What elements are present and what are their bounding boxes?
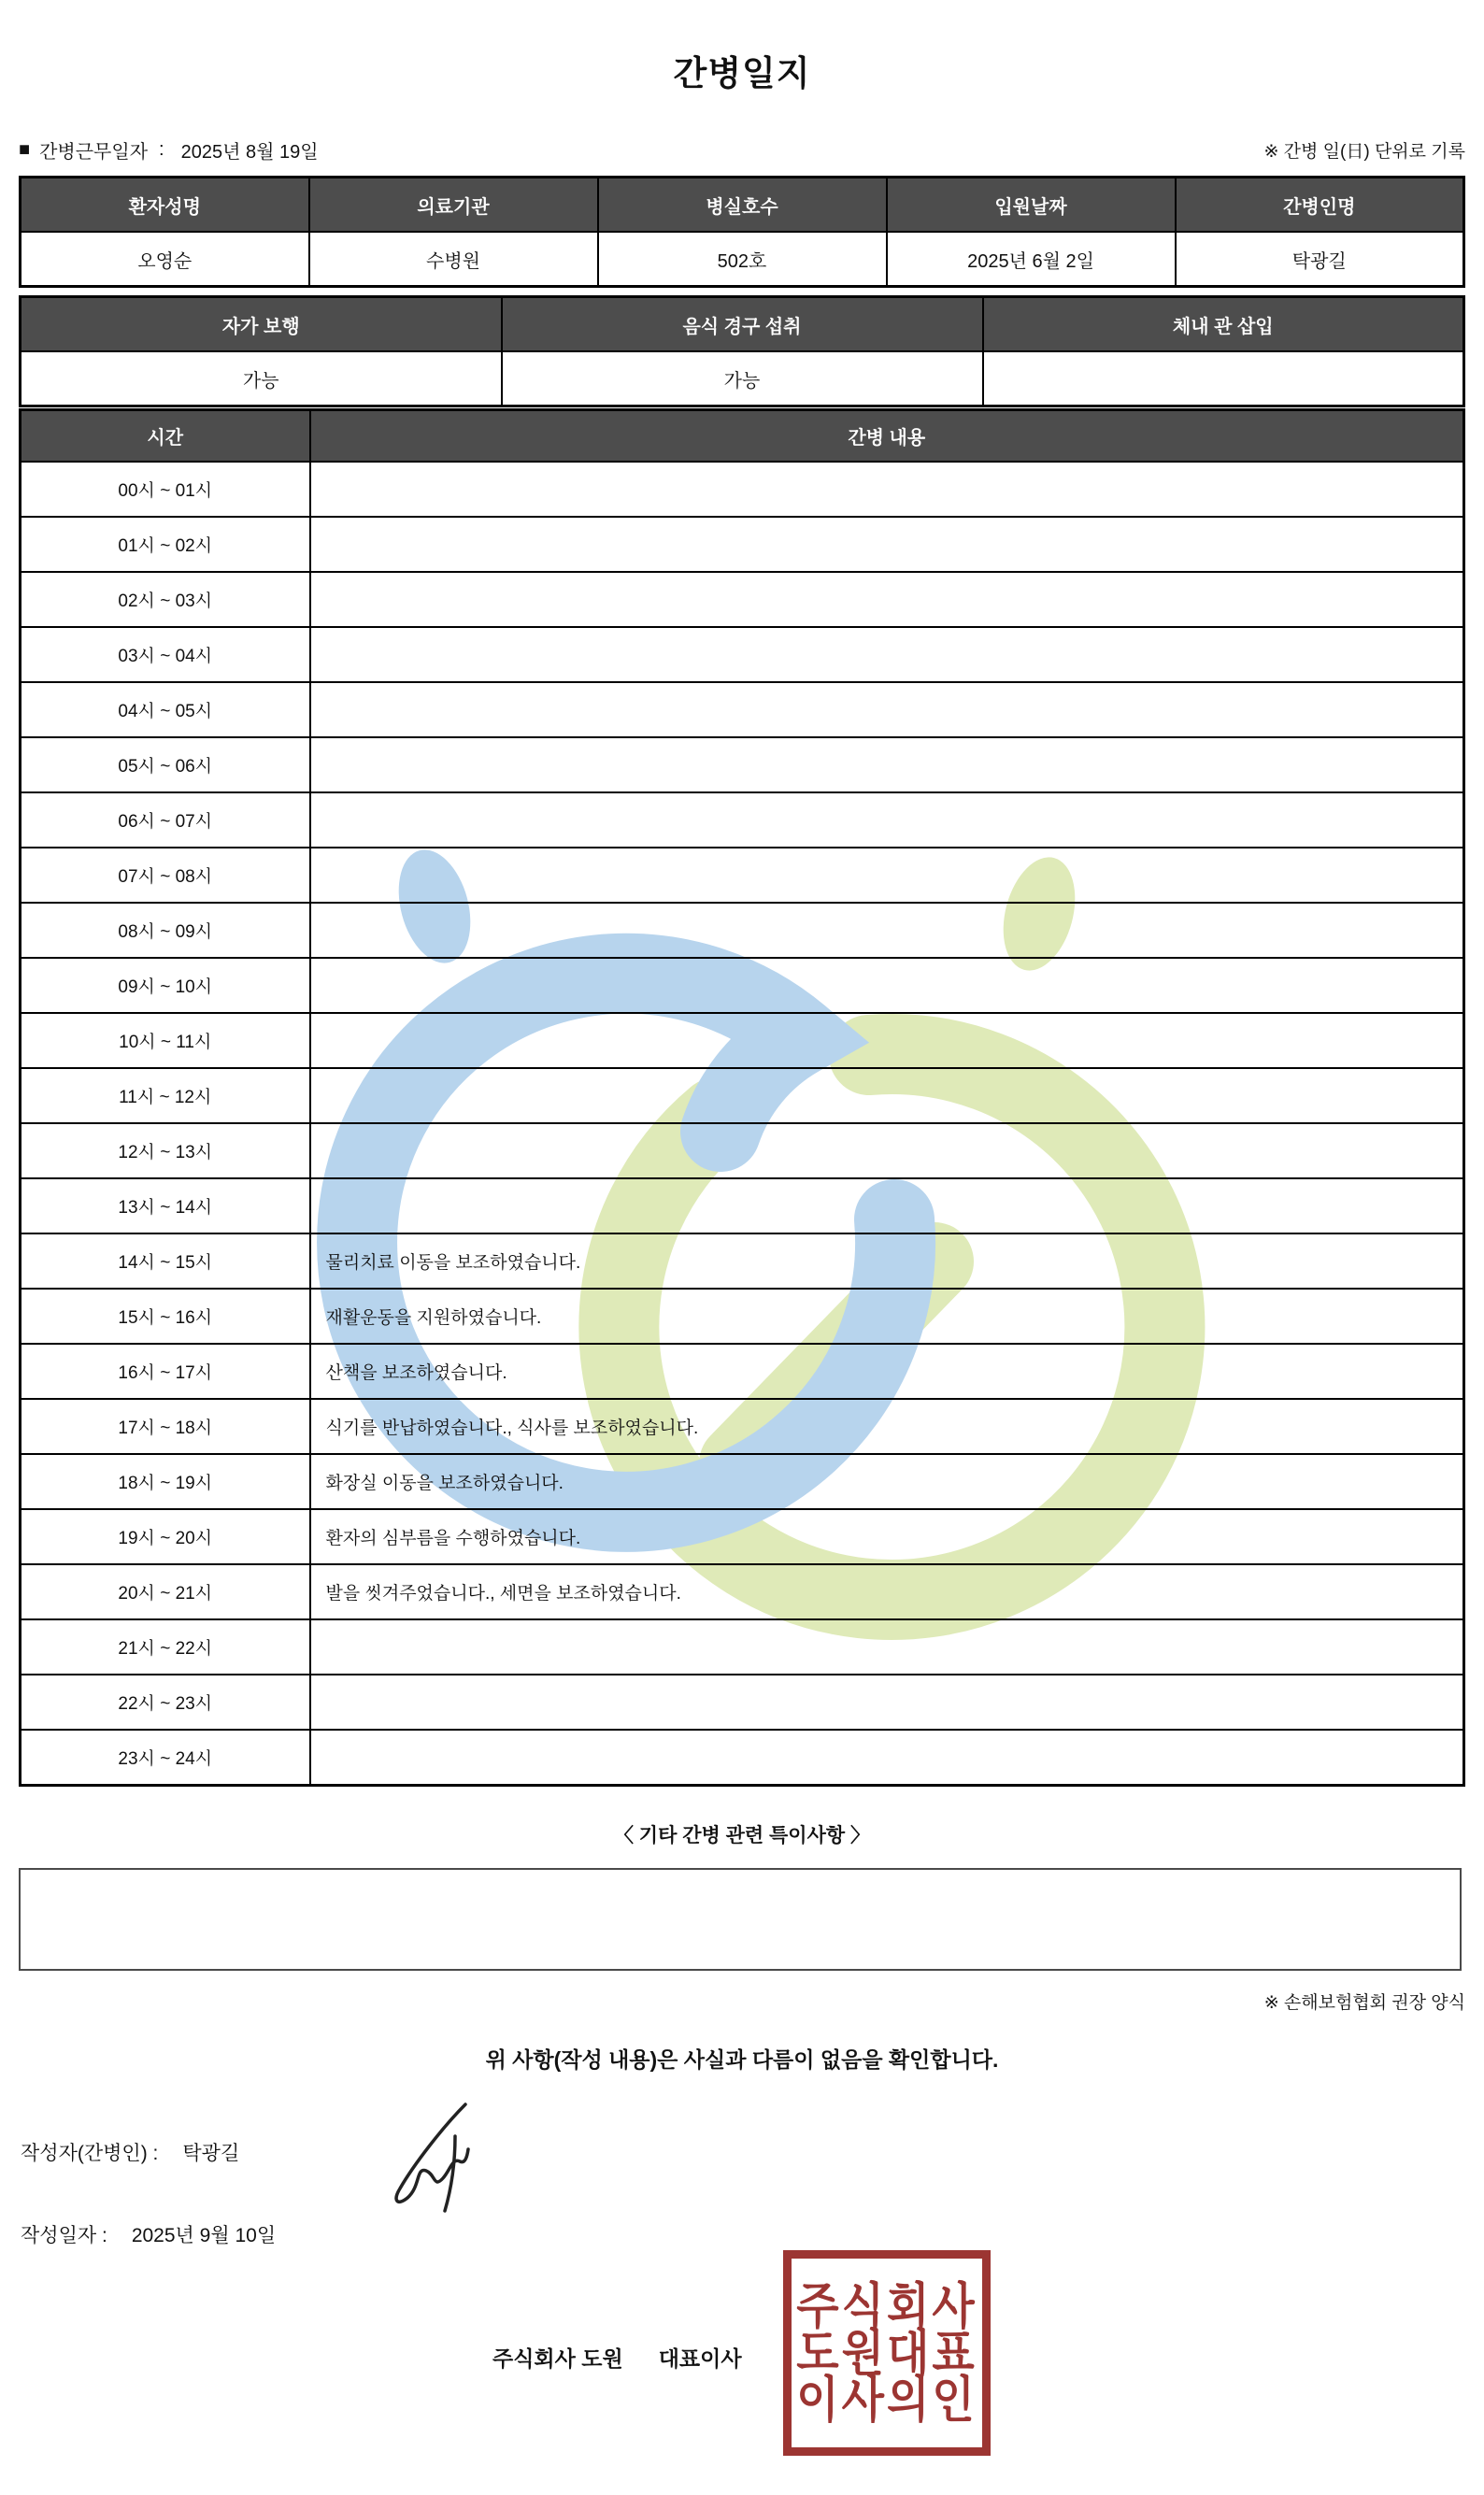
care-time-9: 09시 ~ 10시 <box>21 958 310 1013</box>
care-content-7 <box>310 848 1464 903</box>
care-content-19: 환자의 심부름을 수행하였습니다. <box>310 1509 1464 1564</box>
written-date-label: 작성일자 : <box>21 2225 107 2246</box>
care-content-2 <box>310 572 1464 627</box>
care-row-14 <box>21 1233 1464 1289</box>
care-time-12: 12시 ~ 13시 <box>21 1123 310 1178</box>
patient-value-0: 오영순 <box>21 232 309 287</box>
patient-value-4: 탁광길 <box>1176 232 1464 287</box>
care-log-table <box>19 408 1465 1787</box>
patient-info-table <box>19 176 1465 288</box>
care-time-11: 11시 ~ 12시 <box>21 1068 310 1123</box>
seal-line: 이사의인 <box>796 2371 977 2428</box>
care-row-16 <box>21 1344 1464 1399</box>
care-row-18 <box>21 1454 1464 1509</box>
meta-row <box>19 136 1465 164</box>
care-time-7: 07시 ~ 08시 <box>21 848 310 903</box>
care-row-17 <box>21 1399 1464 1454</box>
status-header-2: 체내 관 삽입 <box>983 297 1464 352</box>
patient-header-3: 입원날짜 <box>887 178 1176 233</box>
work-date-line <box>19 136 319 164</box>
care-row-8 <box>21 903 1464 958</box>
patient-value-3: 2025년 6월 2일 <box>887 232 1176 287</box>
care-row-21 <box>21 1619 1464 1675</box>
care-time-1: 01시 ~ 02시 <box>21 517 310 572</box>
care-content-9 <box>310 958 1464 1013</box>
care-time-14: 14시 ~ 15시 <box>21 1233 310 1289</box>
patient-value-1: 수병원 <box>309 232 598 287</box>
care-content-0 <box>310 462 1464 517</box>
care-content-16: 산책을 보조하였습니다. <box>310 1344 1464 1399</box>
status-header-1: 음식 경구 섭취 <box>502 297 983 352</box>
care-time-5: 05시 ~ 06시 <box>21 737 310 792</box>
care-row-15 <box>21 1289 1464 1344</box>
care-content-3 <box>310 627 1464 682</box>
care-content-13 <box>310 1178 1464 1233</box>
patient-status-table <box>19 295 1465 407</box>
patient-header-4: 간병인명 <box>1176 178 1464 233</box>
written-date-value: 2025년 9월 10일 <box>131 2225 277 2246</box>
form-standard-note: ※ 손해보험협회 권장 양식 <box>1263 1993 1465 2013</box>
care-time-3: 03시 ~ 04시 <box>21 627 310 682</box>
care-time-21: 21시 ~ 22시 <box>21 1619 310 1675</box>
care-time-19: 19시 ~ 20시 <box>21 1509 310 1564</box>
care-row-10 <box>21 1013 1464 1068</box>
care-content-6 <box>310 792 1464 848</box>
care-content-18: 화장실 이동을 보조하였습니다. <box>310 1454 1464 1509</box>
care-row-13 <box>21 1178 1464 1233</box>
care-time-0: 00시 ~ 01시 <box>21 462 310 517</box>
care-row-9 <box>21 958 1464 1013</box>
page-title: 간병일지 <box>673 54 811 93</box>
written-date-line <box>21 2220 276 2248</box>
care-content-8 <box>310 903 1464 958</box>
care-row-12 <box>21 1123 1464 1178</box>
status-value-0: 가능 <box>21 351 502 406</box>
care-row-2 <box>21 572 1464 627</box>
patient-header-0: 환자성명 <box>21 178 309 233</box>
work-date-label: 간병근무일자 <box>39 142 149 163</box>
care-content-20: 발을 씻겨주었습니다., 세면을 보조하였습니다. <box>310 1564 1464 1619</box>
care-content-21 <box>310 1619 1464 1675</box>
care-time-10: 10시 ~ 11시 <box>21 1013 310 1068</box>
square-bullet-icon: ■ <box>19 139 31 160</box>
care-content-14: 물리치료 이동을 보조하였습니다. <box>310 1233 1464 1289</box>
care-time-18: 18시 ~ 19시 <box>21 1454 310 1509</box>
seal-line: 도원대표 <box>796 2324 977 2381</box>
care-row-22 <box>21 1675 1464 1730</box>
writer-name: 탁광길 <box>182 2143 240 2164</box>
caregiver-signature <box>363 2101 503 2215</box>
care-row-20 <box>21 1564 1464 1619</box>
care-time-header: 시간 <box>21 410 310 463</box>
care-content-23 <box>310 1730 1464 1786</box>
care-row-4 <box>21 682 1464 737</box>
care-row-23 <box>21 1730 1464 1786</box>
patient-table-header-row <box>21 178 1464 233</box>
care-time-8: 08시 ~ 09시 <box>21 903 310 958</box>
status-value-2 <box>983 351 1464 406</box>
seal-line: 주식회사 <box>796 2278 977 2334</box>
patient-header-2: 병실호수 <box>598 178 887 233</box>
work-date-value: 2025년 8월 19일 <box>180 142 319 163</box>
care-time-20: 20시 ~ 21시 <box>21 1564 310 1619</box>
care-content-11 <box>310 1068 1464 1123</box>
care-row-0 <box>21 462 1464 517</box>
care-time-6: 06시 ~ 07시 <box>21 792 310 848</box>
status-table-value-row <box>21 351 1464 406</box>
care-row-5 <box>21 737 1464 792</box>
care-content-1 <box>310 517 1464 572</box>
care-table-header-row <box>21 410 1464 463</box>
patient-header-1: 의료기관 <box>309 178 598 233</box>
care-content-15: 재활운동을 지원하였습니다. <box>310 1289 1464 1344</box>
care-content-5 <box>310 737 1464 792</box>
work-date-colon: : <box>159 139 164 160</box>
care-time-13: 13시 ~ 14시 <box>21 1178 310 1233</box>
care-time-23: 23시 ~ 24시 <box>21 1730 310 1786</box>
status-header-0: 자가 보행 <box>21 297 502 352</box>
care-row-19 <box>21 1509 1464 1564</box>
unit-note: ※ 간병 일(日) 단위로 기록 <box>1263 142 1465 162</box>
company-line <box>492 2342 742 2373</box>
confirmation-statement: 위 사항(작성 내용)은 사실과 다름이 없음을 확인합니다. <box>485 2047 999 2072</box>
care-time-4: 04시 ~ 05시 <box>21 682 310 737</box>
care-content-22 <box>310 1675 1464 1730</box>
status-value-1: 가능 <box>502 351 983 406</box>
care-time-16: 16시 ~ 17시 <box>21 1344 310 1399</box>
care-row-6 <box>21 792 1464 848</box>
corporate-seal-stamp <box>783 2250 991 2456</box>
writer-label: 작성자(간병인) : <box>21 2143 159 2164</box>
company-representative-title: 대표이사 <box>658 2346 742 2371</box>
care-content-12 <box>310 1123 1464 1178</box>
writer-line <box>21 2138 239 2166</box>
status-table-header-row <box>21 297 1464 352</box>
care-content-17: 식기를 반납하였습니다., 식사를 보조하였습니다. <box>310 1399 1464 1454</box>
patient-table-value-row <box>21 232 1464 287</box>
care-content-header: 간병 내용 <box>310 410 1464 463</box>
company-name: 주식회사 도원 <box>492 2346 623 2371</box>
care-content-10 <box>310 1013 1464 1068</box>
care-time-22: 22시 ~ 23시 <box>21 1675 310 1730</box>
care-row-1 <box>21 517 1464 572</box>
care-time-17: 17시 ~ 18시 <box>21 1399 310 1454</box>
notes-section-title: 〈 기타 간병 관련 특이사항 〉 <box>613 1825 871 1846</box>
notes-box <box>19 1868 1462 1971</box>
care-row-3 <box>21 627 1464 682</box>
care-content-4 <box>310 682 1464 737</box>
care-row-7 <box>21 848 1464 903</box>
care-time-15: 15시 ~ 16시 <box>21 1289 310 1344</box>
care-time-2: 02시 ~ 03시 <box>21 572 310 627</box>
care-row-11 <box>21 1068 1464 1123</box>
patient-value-2: 502호 <box>598 232 887 287</box>
